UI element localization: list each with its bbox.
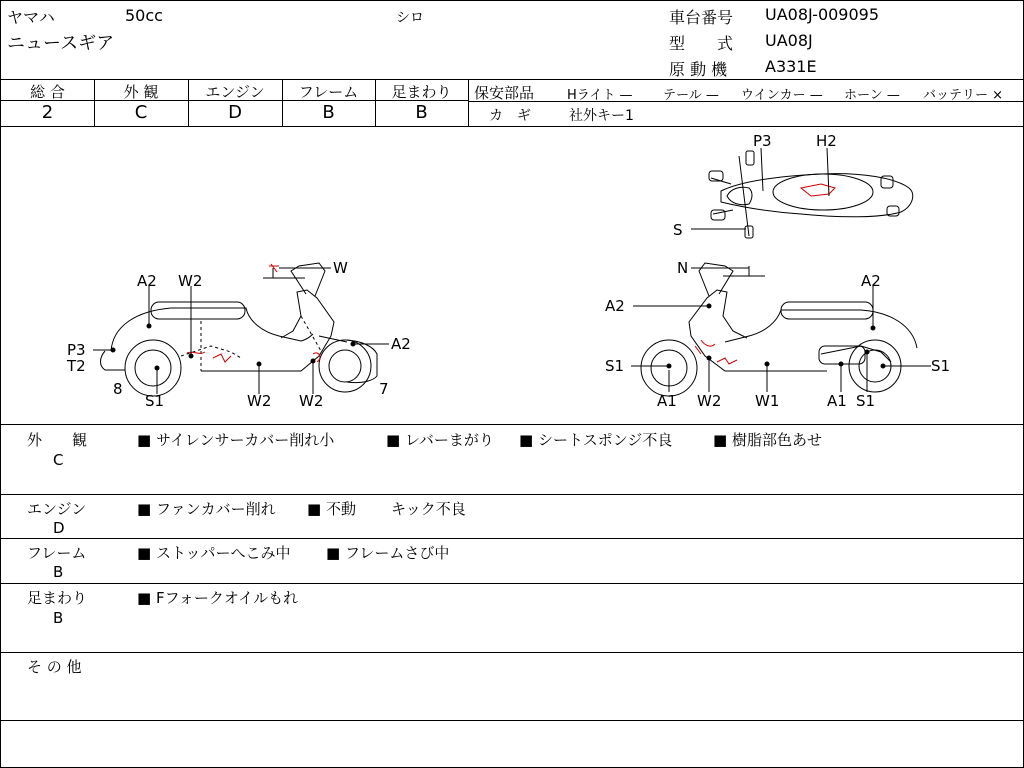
- safety-tail: テール —: [663, 88, 719, 103]
- engine-value: A331E: [765, 57, 817, 76]
- grade-engine-value: D: [228, 102, 242, 123]
- label-right-a2b: A2: [861, 272, 881, 290]
- remark-frame-item: ■ フレームさび中: [326, 544, 450, 562]
- label-left-t2: T2: [67, 357, 86, 375]
- label-right-a1b: A1: [827, 392, 847, 410]
- grade-suspension-label: 足まわり: [391, 83, 452, 101]
- remark-exterior-item: ■ レバーまがり: [386, 431, 494, 449]
- label-left-s1: S1: [145, 392, 165, 410]
- remark-engine-grade: D: [53, 519, 65, 537]
- scooter-right-view: [631, 263, 931, 396]
- safety-headlight: Hライト —: [567, 88, 633, 103]
- label-top-h2: H2: [816, 132, 837, 150]
- label-right-s1a: S1: [605, 357, 625, 375]
- remark-engine-item: ■ 不動: [307, 500, 356, 518]
- remark-exterior-label: 外 観: [27, 431, 88, 449]
- label-left-7: 7: [379, 380, 389, 398]
- remark-frame-grade: B: [53, 563, 64, 581]
- grade-suspension-value: B: [415, 102, 428, 123]
- remark-frame-item: ■ ストッパーへこみ中: [137, 544, 291, 562]
- safety-battery: バッテリー ×: [923, 88, 1004, 103]
- label-top-p3: P3: [753, 132, 772, 150]
- safety-label: 保安部品: [474, 84, 535, 102]
- label-right-n: N: [677, 259, 689, 277]
- remark-engine-label: エンジン: [27, 500, 87, 518]
- label-left-w: W: [333, 259, 348, 277]
- grade-engine-label: エンジン: [205, 83, 265, 101]
- label-left-a2b: A2: [391, 335, 411, 353]
- engine-label: 原 動 機: [669, 60, 728, 79]
- color: シロ: [396, 10, 424, 26]
- label-right-s1b: S1: [931, 357, 951, 375]
- label-top-s: S: [673, 221, 683, 239]
- label-left-a2: A2: [137, 272, 157, 290]
- remark-exterior-item: ■ 樹脂部色あせ: [713, 431, 822, 449]
- grade-total-label: 総 合: [30, 83, 65, 101]
- frame-no: UA08J-009095: [765, 5, 880, 24]
- label-right-a2a: A2: [605, 297, 625, 315]
- remark-suspension-item: ■ Fフォークオイルもれ: [137, 589, 299, 607]
- grade-exterior-label: 外 観: [123, 83, 159, 101]
- label-left-w2a: W2: [178, 272, 203, 290]
- label-right-w2: W2: [697, 392, 722, 410]
- grade-frame-value: B: [322, 102, 335, 123]
- safety-winker: ウインカー —: [741, 88, 823, 103]
- grade-total-value: 2: [41, 102, 54, 123]
- remark-other-label: そ の 他: [27, 658, 82, 676]
- frame-no-label: 車台番号: [669, 8, 734, 27]
- key-value: 社外キー1: [569, 108, 634, 124]
- type-label: 型 式: [669, 34, 734, 53]
- safety-horn: ホーン —: [844, 88, 900, 103]
- maker: ヤマハ: [7, 8, 55, 27]
- remark-exterior-item: ■ サイレンサーカバー削れ小: [137, 431, 335, 449]
- scooter-diagram: [1, 126, 1023, 424]
- label-right-s1c: S1: [856, 392, 876, 410]
- label-right-w1: W1: [755, 392, 780, 410]
- model-name: ニュースギア: [7, 33, 115, 54]
- type-value: UA08J: [765, 31, 813, 50]
- remark-exterior-item: ■ シートスポンジ不良: [519, 431, 673, 449]
- label-left-p3: P3: [67, 341, 86, 359]
- key-label: カ ギ: [489, 108, 531, 124]
- remark-frame-label: フレーム: [27, 544, 87, 562]
- label-left-w2c: W2: [299, 392, 324, 410]
- remark-engine-item: ■ ファンカバー削れ: [137, 500, 276, 518]
- grade-exterior-value: C: [134, 102, 148, 123]
- displacement: 50cc: [125, 6, 163, 25]
- label-left-w2b: W2: [247, 392, 272, 410]
- label-left-8: 8: [113, 380, 123, 398]
- remark-suspension-label: 足まわり: [27, 589, 88, 607]
- remark-exterior-grade: C: [53, 451, 64, 469]
- remark-engine-item: キック不良: [391, 500, 466, 518]
- remark-suspension-grade: B: [53, 609, 64, 627]
- label-right-a1a: A1: [657, 392, 677, 410]
- scooter-top-view: [691, 148, 913, 238]
- grade-frame-label: フレーム: [298, 83, 359, 101]
